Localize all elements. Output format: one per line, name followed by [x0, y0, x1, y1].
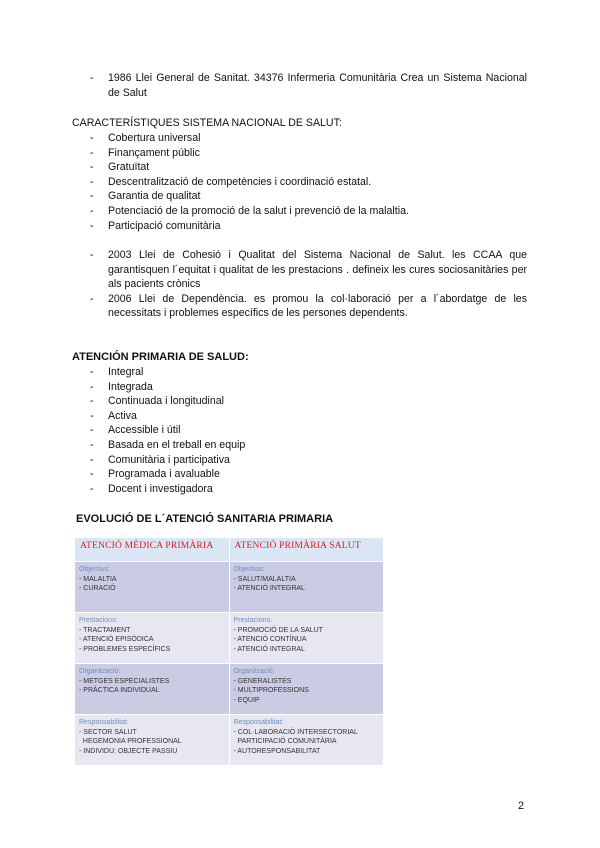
cell-line: - SALUT/MALALTIA	[233, 575, 296, 583]
cell-line: - MULTIPROFESSIONS	[233, 687, 309, 695]
column-header: ATENCIÓ MÈDICA PRIMÀRIA	[75, 538, 230, 562]
column-header: ATENCIÓ PRIMÀRIA SALUT	[229, 538, 384, 562]
list-item: - Basada en el treball en equip	[90, 438, 527, 453]
cell-line: - METGES ESPECIALISTES	[79, 677, 170, 685]
caracteristiques-list	[90, 131, 527, 233]
list-item: - Accessible i útil	[90, 423, 527, 438]
cell-category: Organització:	[233, 668, 275, 675]
list-item: - 2003 Llei de Cohesió i Qualitat del Sistema Nacional de Salut. les CCAA que garantisquen l´equitat i qualitat de les prestacions . defineix les cures sociosanitàries per als pacients crònics	[90, 248, 527, 292]
cell-line: - INDIVIDU: OBJECTE PASSIU	[79, 747, 178, 755]
list-item: - Comunitària i participativa	[90, 453, 527, 468]
cell-category: Organització:	[79, 668, 121, 675]
table-cell	[229, 613, 384, 664]
atencio-list	[90, 365, 527, 496]
evolucio-table	[74, 537, 384, 766]
cell-line: - ATENCIÓ CONTÍNUA	[233, 636, 307, 644]
cell-line: - ATENCIÓ INTEGRAL	[233, 585, 305, 593]
table-cell	[229, 664, 384, 715]
cell-line: - SECTOR SALUT	[79, 728, 137, 736]
atencio-heading: ATENCIÓN PRIMARIA DE SALUD:	[72, 351, 249, 363]
table-cell	[75, 664, 230, 715]
table-cell	[75, 715, 230, 766]
list-item: - Finançament públic	[90, 146, 527, 161]
cell-line: - PROBLEMES ESPECÍFICS	[79, 645, 171, 653]
table-row	[75, 664, 384, 715]
cell-category: Prestacions:	[79, 617, 118, 624]
cell-category: Prestacions:	[233, 617, 273, 624]
cell-line: - ATENCIÓ INTEGRAL	[233, 645, 305, 653]
list-item: - Activa	[90, 409, 527, 424]
cell-category: Objectius:	[79, 566, 111, 573]
page-number: 2	[518, 800, 525, 812]
cell-line: HEGEMONIA PROFESSIONAL	[79, 738, 182, 746]
cell-line: - ATENCIÓ EPISÒDICA	[79, 636, 154, 644]
list-item: - 1986 Llei General de Sanitat. 34376 Infermeria Comunitària Crea un Sistema Nacional de Salut	[90, 71, 527, 100]
cell-line: - GENERALISTES	[233, 677, 292, 685]
list-item: - Docent i investigadora	[90, 482, 527, 497]
intro-list	[90, 71, 527, 100]
cell-category: Responsabilitat:	[233, 719, 284, 726]
list-item: - Garantia de qualitat	[90, 189, 527, 204]
table-row	[75, 715, 384, 766]
list-item: - Potenciació de la promoció de la salut i prevenció de la malaltia.	[90, 204, 527, 219]
list-item: - Participació comunitària	[90, 219, 527, 234]
table-cell	[75, 562, 230, 613]
list-item: - Integral	[90, 365, 527, 380]
list-item: - Cobertura universal	[90, 131, 527, 146]
lleis-list	[90, 248, 527, 321]
caracteristiques-heading: CARACTERÍSTIQUES SISTEMA NACIONAL DE SALUT:	[72, 117, 342, 129]
table-row	[75, 562, 384, 613]
cell-line: - PRÀCTICA INDIVIDUAL	[79, 687, 160, 695]
cell-line: - COL·LABORACIÓ INTERSECTORIAL	[233, 728, 358, 736]
cell-line: PARTICIPACIÓ COMUNITÀRIA	[233, 738, 337, 746]
list-item: - Descentralització de competències i coordinació estatal.	[90, 175, 527, 190]
cell-line: - PROMOCIÓ DE LA SALUT	[233, 626, 323, 634]
cell-category: Objectius:	[233, 566, 265, 573]
list-item: - Continuada i longitudinal	[90, 394, 527, 409]
table-cell	[75, 613, 230, 664]
cell-line: - AUTORESPONSABILITAT	[233, 747, 321, 755]
list-item: - 2006 Llei de Dependència. es promou la col·laboració per a l´abordatge de les necessitats i problemes específics de les persones dependents.	[90, 292, 527, 321]
table-cell	[229, 562, 384, 613]
list-item: - Integrada	[90, 380, 527, 395]
table-cell	[229, 715, 384, 766]
cell-line: - TRACTAMENT	[79, 626, 131, 634]
list-item: - Gratuïtat	[90, 160, 527, 175]
cell-line: - MALALTIA	[79, 575, 117, 583]
cell-line: - CURACIÓ	[79, 585, 116, 593]
cell-line: - EQUIP	[233, 696, 260, 704]
list-item: - Programada i avaluable	[90, 467, 527, 482]
cell-category: Responsabilitat:	[79, 719, 129, 726]
table-row	[75, 613, 384, 664]
evolucio-heading: EVOLUCIÓ DE L´ATENCIÓ SANITARIA PRIMARIA	[76, 513, 334, 525]
table-header-row	[75, 538, 384, 562]
